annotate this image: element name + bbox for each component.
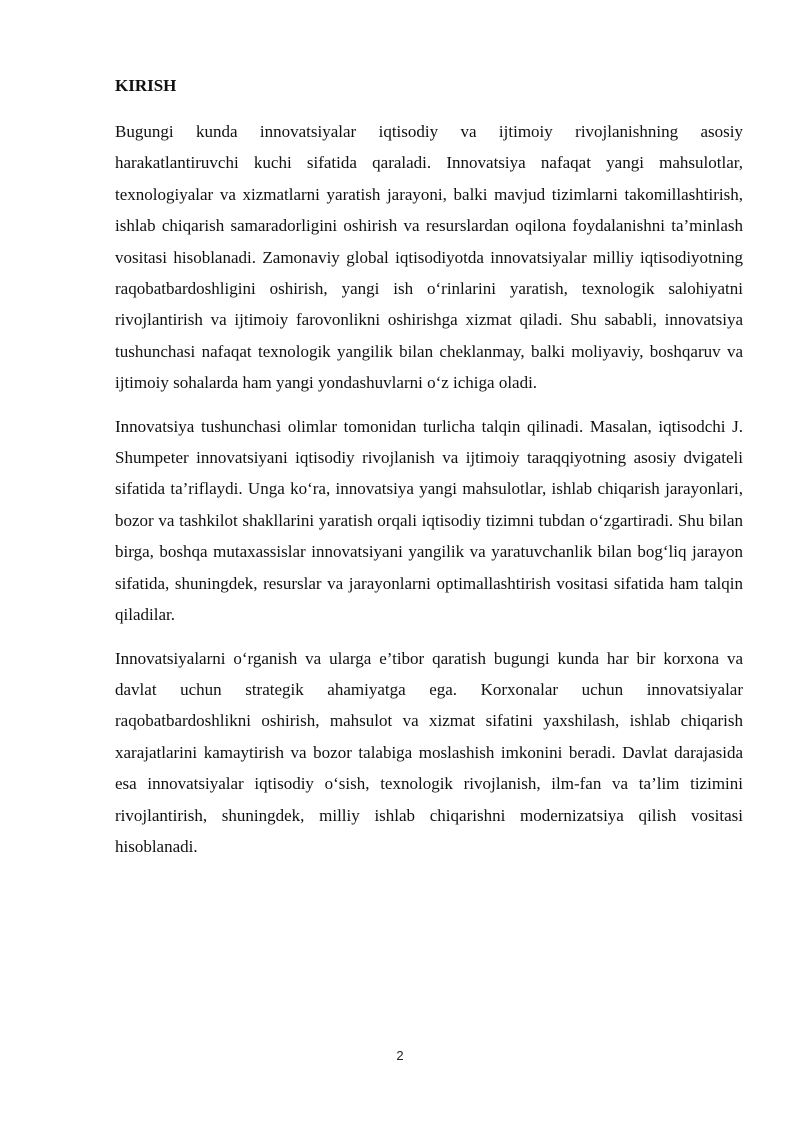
section-heading: KIRISH <box>115 76 177 95</box>
paragraph-2: Innovatsiya tushunchasi olimlar tomonidan turlicha talqin qilinadi. Masalan, iqtisodchi J. Shumpeter innovatsiyani iqtisodiy rivojlanish va ijtimoiy taraqqiyotning asosiy dvigateli sifatida ta’riflaydi. Unga ko‘ra, innovatsiya yangi mahsulotlar, ishlab chiqarish jarayonlari, bozor va tashkilot shakllarini yaratish orqali iqtisodiy tizimni tubdan o‘zgartiradi. Shu bilan birga, boshqa mutaxassislar innovatsiyani yangilik va yaratuvchanlik bilan bog‘liq jarayon sifatida, shuningdek, resurslar va jarayonlarni optimallashtirish vositasi sifatida ham talqin qiladilar. <box>115 416 743 625</box>
paragraph-1: Bugungi kunda innovatsiyalar iqtisodiy va ijtimoiy rivojlanishning asosiy harakatlantiruvchi kuchi sifatida qaraladi. Innovatsiya nafaqat yangi mahsulotlar, texnologiyalar va xizmatlarni yaratish jarayoni, balki mavjud tizimlarni takomillashtirish, ishlab chiqarish samaradorligini oshirish va resurslardan oqilona foydalanishni ta’minlash vositasi hisoblanadi. Zamonaviy global iqtisodiyotda innovatsiyalar milliy iqtisodiyotning raqobatbardoshligini oshirish, yangi ish o‘rinlarini yaratish, texnologik salohiyatni rivojlantirish va ijtimoiy farovonlikni oshirishga xizmat qiladi. Shu sababli, innovatsiya tushunchasi nafaqat texnologik yangilik bilan cheklanmay, balki moliyaviy, boshqaruv va ijtimoiy sohalarda ham yangi yondashuvlarni o‘z ichiga oladi. <box>115 122 743 393</box>
page-number: 2 <box>396 1048 404 1063</box>
paragraph-3: Innovatsiyalarni o‘rganish va ularga e’tibor qaratish bugungi kunda har bir korxona va davlat uchun strategik ahamiyatga ega. Korxonalar uchun innovatsiyalar raqobatbardoshlikni oshirish, mahsulot va xizmat sifatini yaxshilash, ishlab chiqarish xarajatlarini kamaytirish va bozor talabiga moslashish imkonini beradi. Davlat darajasida esa innovatsiyalar iqtisodiy o‘sish, texnologik rivojlanish, ilm-fan va ta’lim tizimini rivojlantirish, shuningdek, milliy ishlab chiqarishni modernizatsiya qilish vositasi hisoblanadi. <box>115 648 743 856</box>
page-content <box>115 74 743 874</box>
